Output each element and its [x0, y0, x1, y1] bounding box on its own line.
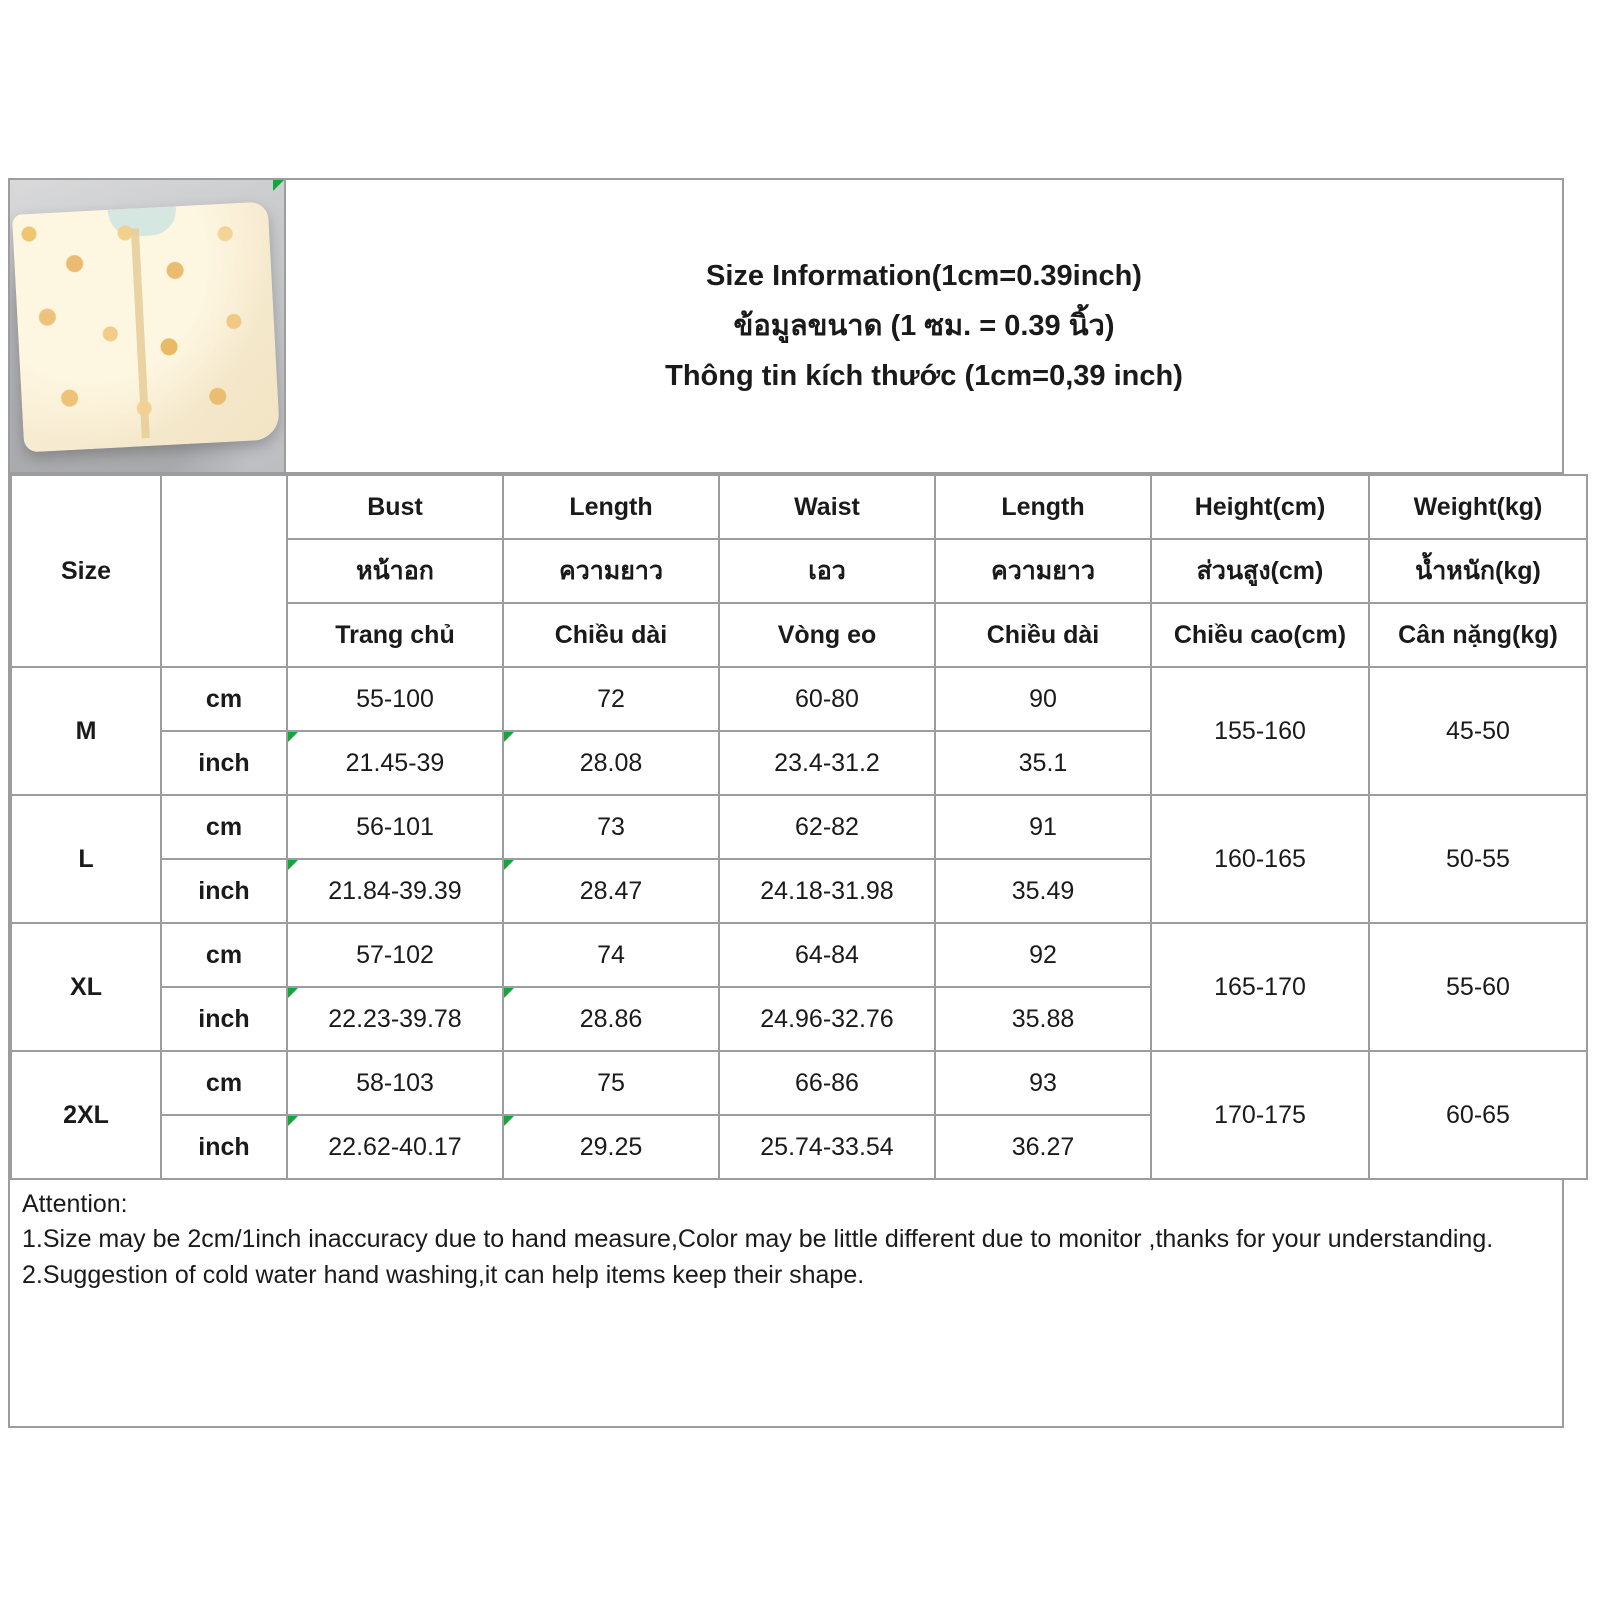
corner-marker-icon — [504, 732, 514, 742]
header-length1-vi: Chiều dài — [503, 603, 719, 667]
garment-placket — [131, 228, 150, 438]
size-word-cell: Size — [11, 475, 161, 667]
header-weight-th: น้ำหนัก(kg) — [1369, 539, 1587, 603]
header-waist-th: เอว — [719, 539, 935, 603]
row-xl-weight: 55-60 — [1369, 923, 1587, 1051]
row-m-cm-length2: 90 — [935, 667, 1151, 731]
row-m-inch-length1: 28.08 — [503, 731, 719, 795]
attention-block — [10, 1180, 1562, 1304]
header-bust-vi: Trang chủ — [287, 603, 503, 667]
corner-marker-icon — [288, 1116, 298, 1126]
row-size-m: M — [11, 667, 161, 795]
row-m-unit-inch: inch — [161, 731, 287, 795]
row-size-l: L — [11, 795, 161, 923]
table-header-row-en — [11, 475, 1587, 539]
row-l-cm-waist: 62-82 — [719, 795, 935, 859]
row-m-cm-bust: 55-100 — [287, 667, 503, 731]
corner-marker-icon — [288, 732, 298, 742]
chart-header-band — [10, 180, 1562, 474]
row-2xl-inch-length1: 29.25 — [503, 1115, 719, 1179]
header-weight-vi: Cân nặng(kg) — [1369, 603, 1587, 667]
row-l-cm-length2: 91 — [935, 795, 1151, 859]
row-m-inch-length2: 35.1 — [935, 731, 1151, 795]
corner-marker-icon — [273, 180, 284, 191]
row-m-cm-length1: 72 — [503, 667, 719, 731]
row-2xl-cm-waist: 66-86 — [719, 1051, 935, 1115]
header-height-vi: Chiều cao(cm) — [1151, 603, 1369, 667]
product-photo — [10, 180, 284, 472]
row-xl-cm-waist: 64-84 — [719, 923, 935, 987]
row-size-xl: XL — [11, 923, 161, 1051]
row-2xl-inch-length2: 36.27 — [935, 1115, 1151, 1179]
row-m-inch-bust: 21.45-39 — [287, 731, 503, 795]
row-2xl-cm-length1: 75 — [503, 1051, 719, 1115]
table-row — [11, 1051, 1587, 1115]
table-row — [11, 795, 1587, 859]
header-bust-en: Bust — [287, 475, 503, 539]
product-photo-cell — [10, 180, 286, 474]
row-xl-cm-length1: 74 — [503, 923, 719, 987]
attention-line-2: 2.Suggestion of cold water hand washing,it can help items keep their shape. — [22, 1260, 865, 1289]
corner-marker-icon — [504, 860, 514, 870]
row-xl-inch-bust: 22.23-39.78 — [287, 987, 503, 1051]
header-length2-vi: Chiều dài — [935, 603, 1151, 667]
row-m-unit-cm: cm — [161, 667, 287, 731]
row-2xl-cm-length2: 93 — [935, 1051, 1151, 1115]
corner-marker-icon — [288, 860, 298, 870]
header-weight-en: Weight(kg) — [1369, 475, 1587, 539]
garment-collar — [108, 201, 178, 237]
row-l-cm-length1: 73 — [503, 795, 719, 859]
row-l-inch-bust: 21.84-39.39 — [287, 859, 503, 923]
title-block — [286, 180, 1562, 474]
row-l-weight: 50-55 — [1369, 795, 1587, 923]
table-row — [11, 667, 1587, 731]
size-table — [10, 474, 1588, 1180]
title-line-en: Size Information(1cm=0.39inch) — [706, 259, 1142, 292]
header-bust-th: หน้าอก — [287, 539, 503, 603]
header-waist-en: Waist — [719, 475, 935, 539]
row-m-cm-waist: 60-80 — [719, 667, 935, 731]
row-m-height: 155-160 — [1151, 667, 1369, 795]
unit-header-cell — [161, 475, 287, 667]
row-xl-inch-waist: 24.96-32.76 — [719, 987, 935, 1051]
row-xl-cm-length2: 92 — [935, 923, 1151, 987]
corner-marker-icon — [504, 988, 514, 998]
row-2xl-weight: 60-65 — [1369, 1051, 1587, 1179]
header-height-en: Height(cm) — [1151, 475, 1369, 539]
row-l-inch-waist: 24.18-31.98 — [719, 859, 935, 923]
row-l-height: 160-165 — [1151, 795, 1369, 923]
row-xl-unit-inch: inch — [161, 987, 287, 1051]
row-m-inch-waist: 23.4-31.2 — [719, 731, 935, 795]
row-l-unit-cm: cm — [161, 795, 287, 859]
size-chart-container — [8, 178, 1564, 1428]
row-2xl-cm-bust: 58-103 — [287, 1051, 503, 1115]
attention-heading: Attention: — [22, 1190, 128, 1218]
garment-image — [12, 201, 280, 452]
row-xl-inch-length1: 28.86 — [503, 987, 719, 1051]
row-l-inch-length1: 28.47 — [503, 859, 719, 923]
row-xl-height: 165-170 — [1151, 923, 1369, 1051]
row-2xl-unit-cm: cm — [161, 1051, 287, 1115]
header-length1-th: ความยาว — [503, 539, 719, 603]
title-line-vi: Thông tin kích thước (1cm=0,39 inch) — [665, 360, 1183, 393]
row-l-inch-length2: 35.49 — [935, 859, 1151, 923]
header-waist-vi: Vòng eo — [719, 603, 935, 667]
row-m-weight: 45-50 — [1369, 667, 1587, 795]
row-2xl-unit-inch: inch — [161, 1115, 287, 1179]
row-xl-inch-length2: 35.88 — [935, 987, 1151, 1051]
table-row — [11, 923, 1587, 987]
header-height-th: ส่วนสูง(cm) — [1151, 539, 1369, 603]
row-size-2xl: 2XL — [11, 1051, 161, 1179]
row-l-cm-bust: 56-101 — [287, 795, 503, 859]
row-xl-unit-cm: cm — [161, 923, 287, 987]
header-length2-th: ความยาว — [935, 539, 1151, 603]
attention-line-1: 1.Size may be 2cm/1inch inaccuracy due to hand measure,Color may be little different due to monitor ,thanks for your understanding. — [22, 1225, 1494, 1254]
title-line-th: ข้อมูลขนาด (1 ซม. = 0.39 นิ้ว) — [733, 309, 1115, 342]
row-xl-cm-bust: 57-102 — [287, 923, 503, 987]
header-length1-en: Length — [503, 475, 719, 539]
corner-marker-icon — [288, 988, 298, 998]
row-2xl-inch-waist: 25.74-33.54 — [719, 1115, 935, 1179]
header-length2-en: Length — [935, 475, 1151, 539]
row-2xl-inch-bust: 22.62-40.17 — [287, 1115, 503, 1179]
row-2xl-height: 170-175 — [1151, 1051, 1369, 1179]
row-l-unit-inch: inch — [161, 859, 287, 923]
corner-marker-icon — [504, 1116, 514, 1126]
